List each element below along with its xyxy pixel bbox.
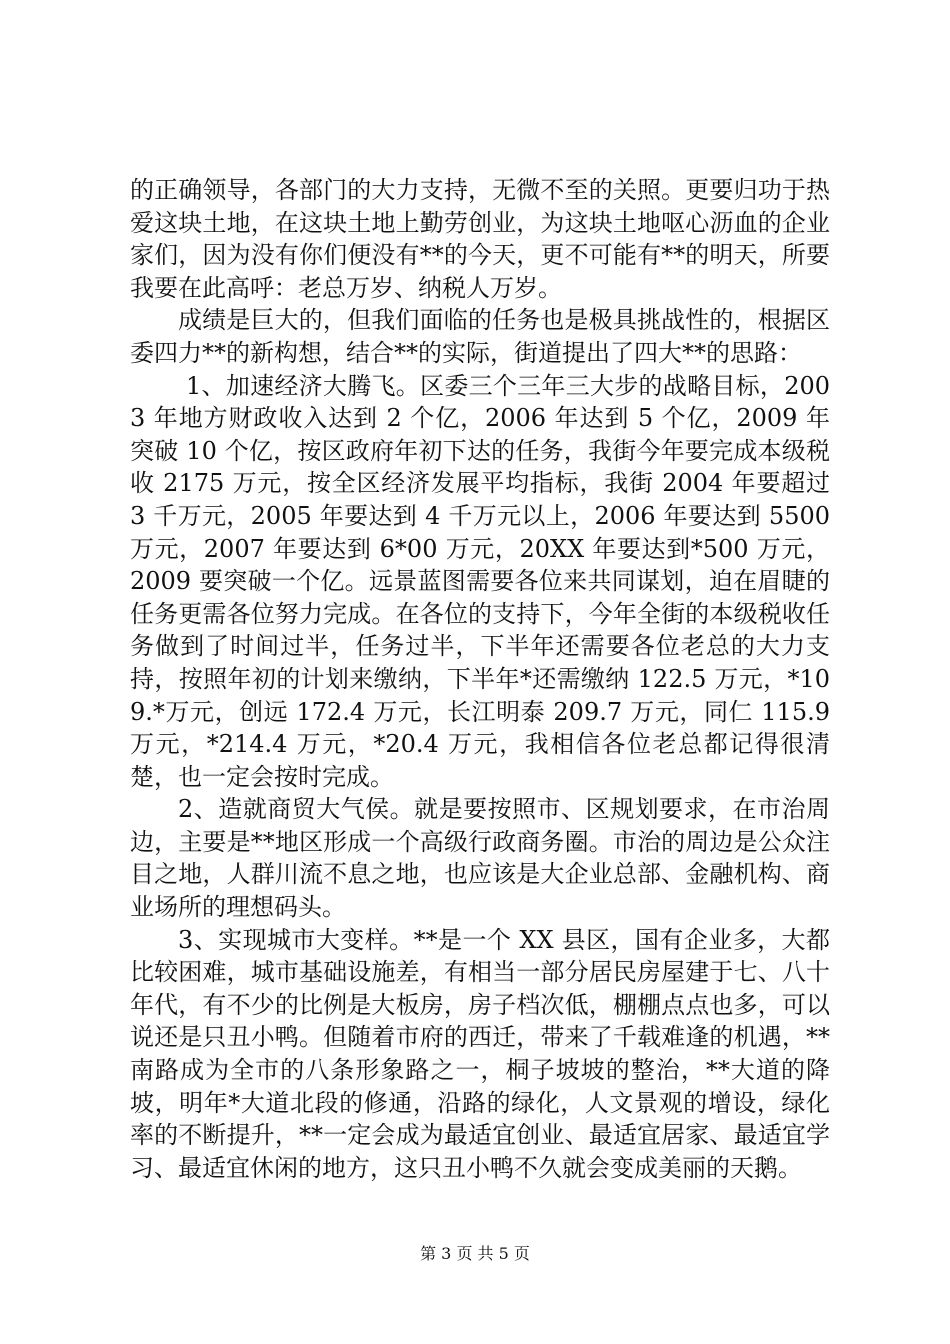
paragraph-economy: 1、加速经济大腾飞。区委三个三年三大步的战略目标，2003 年地方财政收入达到 2 个亿，2006 年达到 5 个亿，2009 年突破 10 个亿，按区政府年初下达的任务，我街今年要完成本级税收 2175 万元，按全区经济发展平均指标，我街 2004 年要超过 3 千万元，2005 年要达到 4 千万元以上，2006 年要达到 5500 万元，2007 年要达到 6*00 万元，20XX 年要达到*500 万元，2009 要突破一个亿。远景蓝图需要各位来共同谋划，迫在眉睫的任务更需各位努力完成。在各位的支持下，今年全街的本级税收任务做到了时间过半，任务过半，下半年还需要各位老总的大力支持，按照年初的计划来缴纳，下半年*还需缴纳 122.5 万元，*109.*万元，创远 172.4 万元，长江明泰 209.7 万元，同仁 115.9 万元，*214.4 万元，*20.4 万元，我相信各位老总都记得很清楚，也一定会按时完成。 bbox=[130, 371, 830, 791]
document-body bbox=[130, 174, 830, 1184]
paragraph-challenge: 成绩是巨大的，但我们面临的任务也是极具挑战性的，根据区委四力**的新构想，结合**的实际，街道提出了四大**的思路： bbox=[130, 306, 830, 367]
page-footer: 第 3 页 共 5 页 bbox=[420, 1244, 530, 1263]
paragraph-continuation: 的正确领导，各部门的大力支持，无微不至的关照。更要归功于热爱这块土地，在这块土地上勤劳创业，为这块土地呕心沥血的企业家们，因为没有你们便没有**的今天，更不可能有**的明天，所要我要在此高呼：老总万岁、纳税人万岁。 bbox=[130, 176, 830, 302]
paragraph-city: 3、实现城市大变样。**是一个 XX 县区，国有企业多，大都比较困难，城市基础设施差，有相当一部分居民房屋建于七、八十年代，有不少的比例是大板房，房子档次低，棚棚点点也多，可以说还是只丑小鸭。但随着市府的西迁，带来了千载难逢的机遇，**南路成为全市的八条形象路之一，桐子坡坡的整治，**大道的降坡，明年*大道北段的修通，沿路的绿化，人文景观的增设，绿化率的不断提升，**一定会成为最适宜创业、最适宜居家、最适宜学习、最适宜休闲的地方，这只丑小鸭不久就会变成美丽的天鹅。 bbox=[130, 925, 830, 1182]
paragraph-commerce: 2、造就商贸大气侯。就是要按照市、区规划要求，在市治周边，主要是**地区形成一个高级行政商务圈。市治的周边是公众注目之地，人群川流不息之地，也应该是大企业总部、金融机构、商业场所的理想码头。 bbox=[130, 795, 830, 922]
